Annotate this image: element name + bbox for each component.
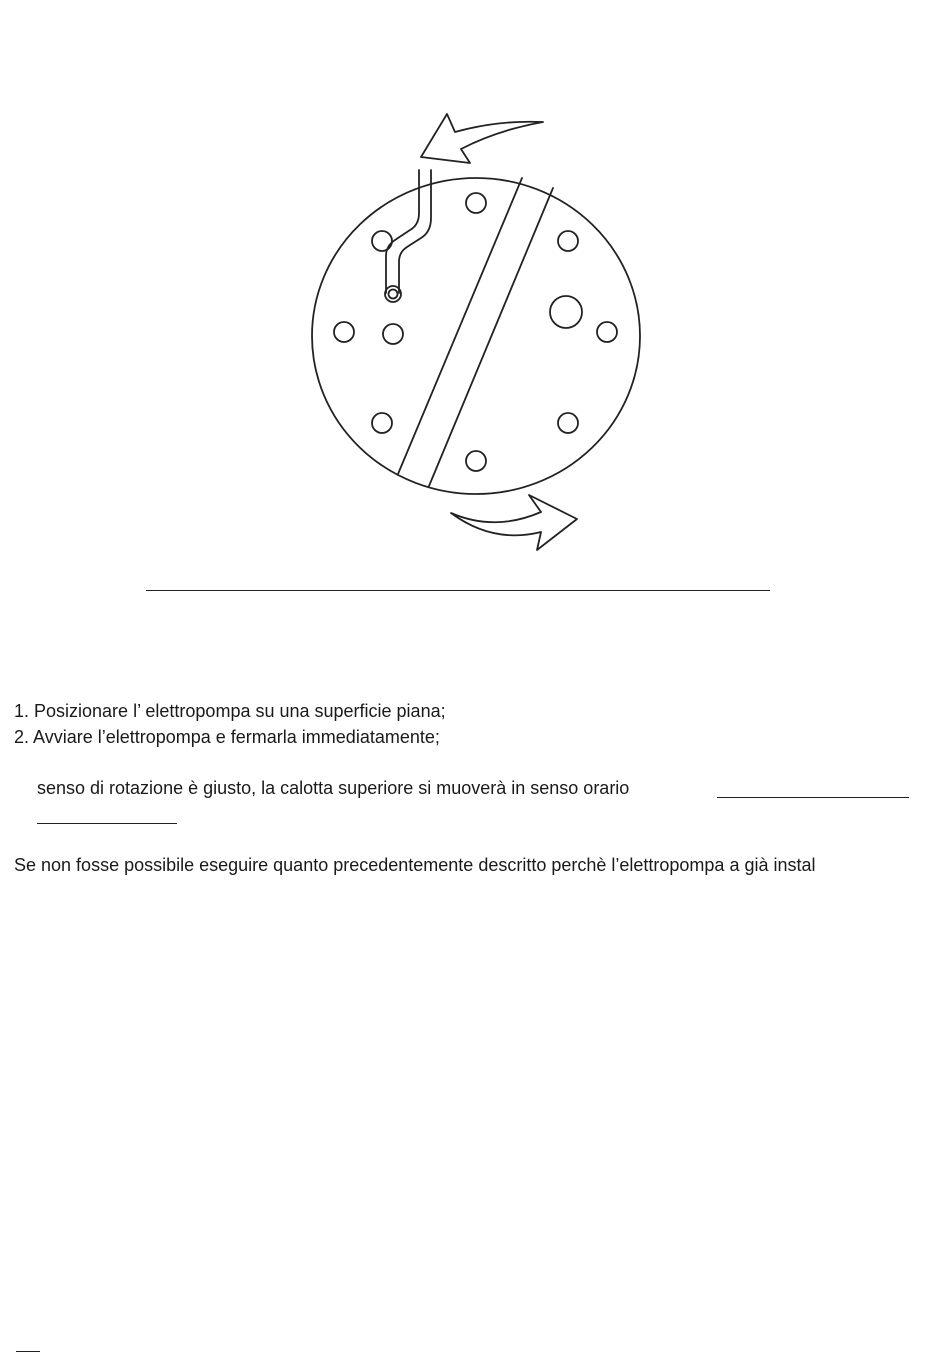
bolt-hole (466, 451, 486, 471)
pump-top-view-diagram (0, 0, 950, 600)
bolt-hole (597, 322, 617, 342)
bolt-hole (334, 322, 354, 342)
bolt-hole (558, 231, 578, 251)
step-2: 2. Avviare l’elettropompa e fermarla immediatamente; (14, 727, 440, 747)
bolt-hole (466, 193, 486, 213)
bolt-hole (372, 413, 392, 433)
rotation-note: senso di rotazione è giusto, la calotta superiore si muoverà in senso orario (37, 778, 630, 798)
bolt-hole (383, 324, 403, 344)
bolt-hole (550, 296, 582, 328)
rotation-arrow-counterclockwise-icon (421, 114, 543, 163)
blank-line (717, 797, 909, 798)
cable-entry (385, 286, 401, 302)
blank-line (37, 823, 177, 824)
pump-disc (312, 178, 640, 494)
bolt-hole (372, 231, 392, 251)
rotation-arrow-clockwise-icon (451, 495, 577, 550)
power-cable (386, 170, 431, 293)
bolt-hole (558, 413, 578, 433)
alternative-note: Se non fosse possibile eseguire quanto precedentemente descritto perchè l’elettropompa a già instal (14, 855, 816, 875)
figure-separator-line (146, 590, 770, 591)
step-1: 1. Posizionare l’ elettropompa su una superficie piana; (14, 701, 446, 721)
footer-mark (16, 1351, 40, 1352)
band-edge-right (429, 188, 553, 486)
